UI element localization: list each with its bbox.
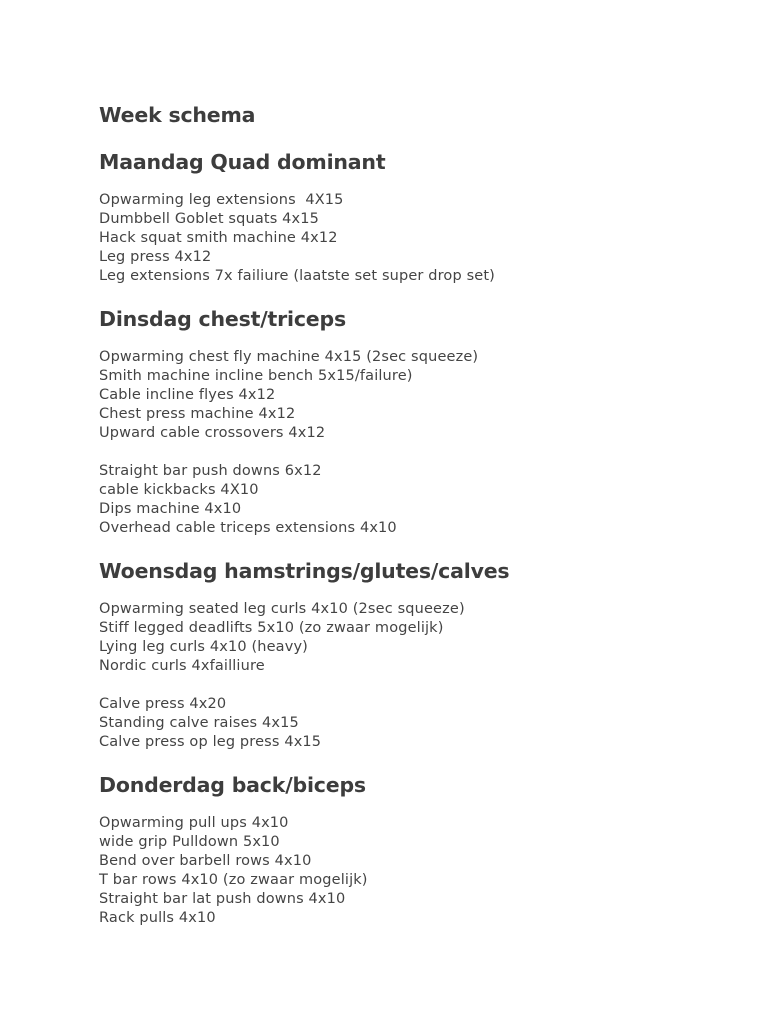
exercise-line: Upward cable crossovers 4x12 [99,425,326,441]
exercise-line: wide grip Pulldown 5x10 [99,834,280,850]
exercise-line: Chest press machine 4x12 [99,406,296,422]
workout-section [99,557,739,752]
workout-section [99,771,739,928]
exercise-line: cable kickbacks 4X10 [99,482,259,498]
exercise-line: Cable incline flyes 4x12 [99,387,276,403]
exercise-line: Bend over barbell rows 4x10 [99,853,312,869]
section-heading: Woensdag hamstrings/glutes/calves [99,559,510,583]
exercise-line: T bar rows 4x10 (zo zwaar mogelijk) [99,872,368,888]
exercise-group [99,600,739,676]
exercise-line: Dips machine 4x10 [99,501,242,517]
exercise-group [99,814,739,928]
exercise-line: Nordic curls 4xfailliure [99,658,265,674]
exercise-line: Rack pulls 4x10 [99,910,216,926]
exercise-line: Calve press op leg press 4x15 [99,734,322,750]
exercise-group [99,462,739,538]
sections-container [99,148,739,928]
exercise-group [99,348,739,443]
exercise-line: Opwarming pull ups 4x10 [99,815,289,831]
exercise-line: Leg press 4x12 [99,249,212,265]
exercise-line: Standing calve raises 4x15 [99,715,299,731]
exercise-line: Stiff legged deadlifts 5x10 (zo zwaar mogelijk) [99,620,444,636]
workout-section [99,148,739,286]
exercise-line: Lying leg curls 4x10 (heavy) [99,639,308,655]
exercise-line: Opwarming chest fly machine 4x15 (2sec squeeze) [99,349,479,365]
exercise-line: Opwarming seated leg curls 4x10 (2sec squeeze) [99,601,465,617]
exercise-line: Leg extensions 7x failiure (laatste set super drop set) [99,268,495,284]
exercise-line: Straight bar lat push downs 4x10 [99,891,346,907]
exercise-line: Straight bar push downs 6x12 [99,463,322,479]
exercise-line: Overhead cable triceps extensions 4x10 [99,520,397,536]
document-title: Week schema [99,103,256,127]
exercise-line: Opwarming leg extensions 4X15 [99,192,344,208]
document-body [99,101,739,928]
section-heading: Dinsdag chest/triceps [99,307,346,331]
section-heading: Donderdag back/biceps [99,773,366,797]
section-heading: Maandag Quad dominant [99,150,386,174]
exercise-line: Calve press 4x20 [99,696,227,712]
exercise-line: Smith machine incline bench 5x15/failure) [99,368,413,384]
exercise-group [99,695,739,752]
workout-section [99,305,739,538]
exercise-group [99,191,739,286]
exercise-line: Hack squat smith machine 4x12 [99,230,338,246]
exercise-line: Dumbbell Goblet squats 4x15 [99,211,320,227]
